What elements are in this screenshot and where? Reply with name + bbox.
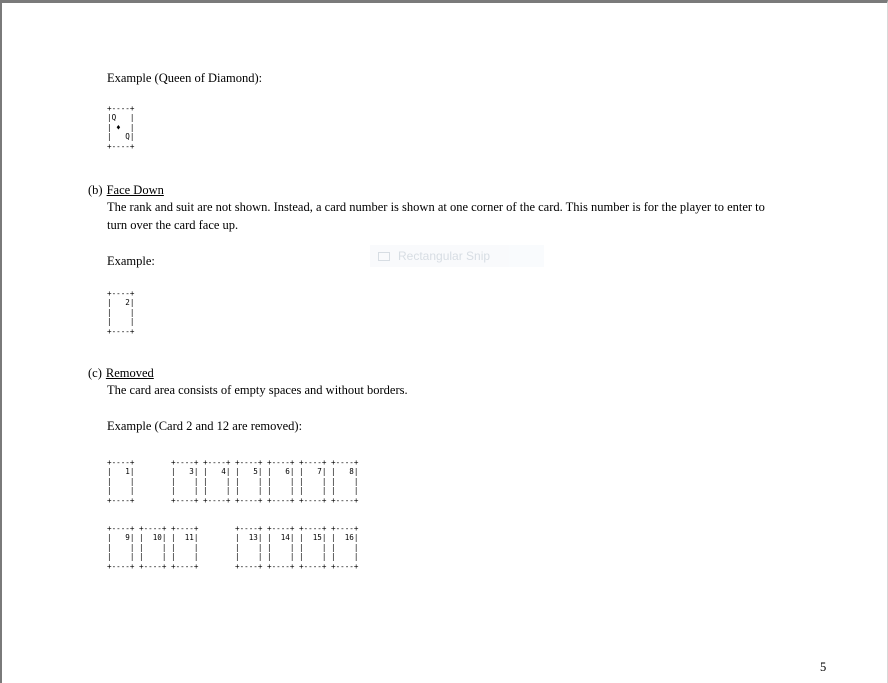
removed-cards-row-1-art: +----+ +----+ +----+ +----+ +----+ +----+ +----+ | 1| | 3| | 4| | 5| | 6| | 7| | 8| | | | | | | | | | | | | | | | | | | | | | | | | | | | | +----+ +----+ +----+ +----+ +----+ +----+ +----+ — [107, 458, 359, 505]
rectangular-snip-overlay — [370, 245, 544, 267]
section-b-paragraph-line-2: turn over the card face up. — [107, 218, 239, 232]
section-b-example-label: Example: — [107, 254, 155, 268]
rectangle-snip-icon — [378, 252, 390, 261]
example-queen-label: Example (Queen of Diamond): — [107, 71, 263, 85]
rectangular-snip-label: Rectangular Snip — [398, 249, 491, 263]
section-c-example-label: Example (Card 2 and 12 are removed): — [107, 419, 303, 433]
section-c-heading — [88, 364, 154, 382]
removed-cards-row-2-art: +----+ +----+ +----+ +----+ +----+ +----+ +----+ | 9| | 10| | 11| | 13| | 14| | 15| | 16| | | | | | | | | | | | | | | | | | | | | | | | | | | | | +----+ +----+ +----+ +----+ +----+ +----+ +----+ — [107, 524, 359, 571]
face-down-card-art: +----+ | 2| | | | | +----+ — [107, 289, 135, 336]
page-number: 5 — [820, 660, 827, 674]
section-b-heading — [88, 181, 164, 199]
section-b-title: Face Down — [106, 183, 164, 197]
queen-of-diamond-card-art: +----+ |Q | | ♦ | | Q| +----+ — [107, 104, 135, 151]
section-c-marker: (c) — [88, 366, 102, 380]
section-b-marker: (b) — [88, 183, 103, 197]
section-c-title: Removed — [105, 366, 154, 380]
section-b-paragraph-line-1: The rank and suit are not shown. Instead, a card number is shown at one corner of the card. This number is for the player to enter to — [107, 200, 765, 214]
section-c-paragraph: The card area consists of empty spaces and without borders. — [107, 383, 408, 397]
